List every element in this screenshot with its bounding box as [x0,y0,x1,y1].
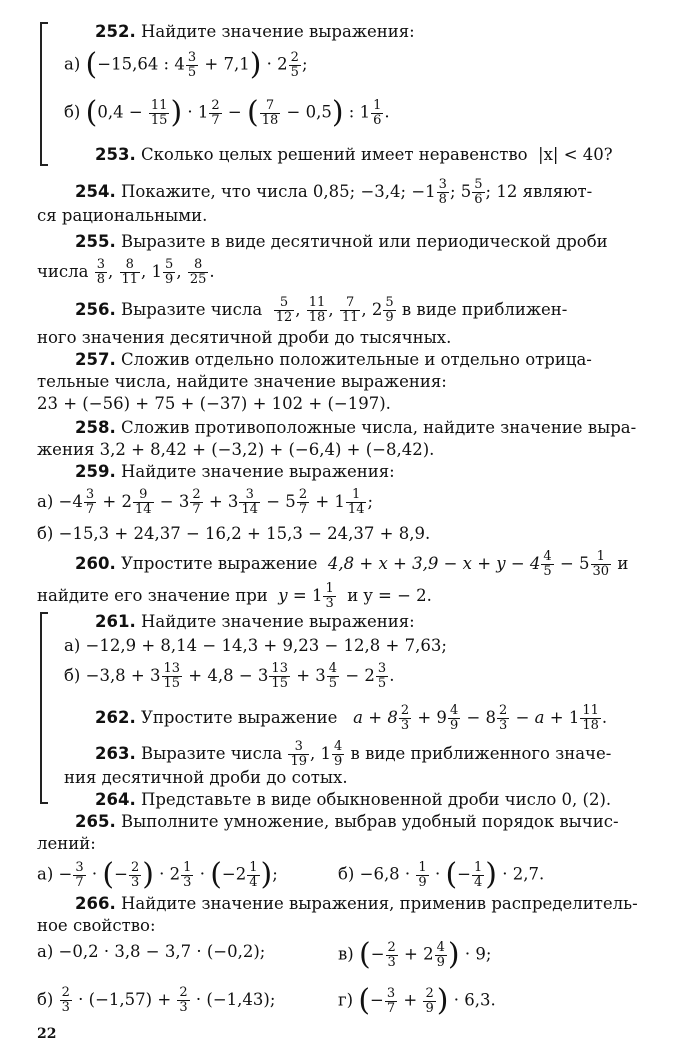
fraction: $\frac{2}{7}$ [211,97,220,128]
problem-255-cont: числа $\frac{3}{8}$ , $\frac{8}{11}$ , 1 $\frac{5}{9}$ , $\frac{8}{25}$ . [37,257,215,287]
problem-265-a: а) − $\frac{3}{7}$ · (− $\frac{2}{3}$ ) · 2 $\frac{1}{3}$ · (−2 $\frac{1}{4}$ ); [37,857,278,892]
problem-266-cont: ное свойство: [37,916,156,935]
fraction: $\frac{11}{15}$ [150,97,168,128]
fraction: $\frac{7}{18}$ [261,97,279,128]
problem-261: 261. Найдите значение выражения: [95,612,415,631]
problem-258: 258. Сложив противоположные числа, найдите значение выра- [75,418,637,437]
problem-260-cont: найдите его значение при y = 1 $\frac{1}{3}$ и y = − 2. [37,581,432,611]
problem-252-b: б) (0,4 − $\frac{11}{15}$ ) · 1 $\frac{2}{7}$ − ( $\frac{7}{18}$ − 0,5) : 1 $\frac{1}{6}$ . [64,95,390,130]
fraction: $\frac{2}{5}$ [290,49,299,80]
problem-259-b: б) −15,3 + 24,37 − 16,2 + 15,3 − 24,37 + 8,9. [37,524,431,543]
problem-254: 254. Покажите, что числа 0,85; −3,4; −1 $\frac{3}{8}$ ; 5 $\frac{5}{6}$ ; 12 являют- [75,177,593,207]
page-number: 22 [37,1026,57,1042]
problem-260: 260. Упростите выражение 4,8 + x + 3,9 − x + y − 4 $\frac{4}{5}$ − 5 $\frac{1}{30}$ и [75,549,629,579]
problem-266: 266. Найдите значение выражения, применив распределитель- [75,894,638,913]
problem-263-cont: ния десятичной дроби до сотых. [64,768,348,787]
group-bracket-1 [40,22,48,166]
fraction: $\frac{3}{8}$ [438,177,447,207]
problem-259-a: а) −4 $\frac{3}{7}$ + 2 $\frac{9}{14}$ − 3 $\frac{2}{7}$ + 3 $\frac{3}{14}$ − 5 $\frac{2}{7}$ + 1 $\frac{1}{14}$ ; [37,487,374,517]
fraction: $\frac{8}{11}$ [121,257,139,287]
problem-252: 252. Найдите значение выражения: [95,22,415,41]
problem-263: 263. Выразите числа $\frac{3}{19}$ , 1 $\frac{4}{9}$ в виде приближенного значе- [95,739,612,769]
problem-257: 257. Сложив отдельно положительные и отдельно отрица- [75,350,592,369]
problem-254-cont: ся рациональными. [37,206,208,225]
group-bracket-2 [40,612,48,804]
fraction: $\frac{3}{8}$ [96,257,105,287]
fraction: $\frac{5}{9}$ [165,257,174,287]
problem-261-b: б) −3,8 + 3 $\frac{13}{15}$ + 4,8 − 3 $\frac{13}{15}$ + 3 $\frac{4}{5}$ − 2 $\frac{3}{5}$ . [64,661,395,691]
problem-266-g: г) (− $\frac{3}{7}$ + $\frac{2}{9}$ ) · 6,3. [338,983,496,1018]
problem-266-v: в) (− $\frac{2}{3}$ + 2 $\frac{4}{9}$ ) · 9; [338,937,492,972]
problem-265: 265. Выполните умножение, выбрав удобный порядок вычис- [75,812,619,831]
problem-252-a: а) (−15,64 : 4 $\frac{3}{5}$ + 7,1) · 2 $\frac{2}{5}$ ; [64,47,308,82]
problem-266-b: б) $\frac{2}{3}$ · (−1,57) + $\frac{2}{3}$ · (−1,43); [37,985,276,1015]
fraction: $\frac{11}{18}$ [308,295,326,325]
fraction: $\frac{5}{9}$ [385,295,394,325]
problem-257-cont1: тельные числа, найдите значение выражения: [37,372,447,391]
fraction: $\frac{8}{25}$ [189,257,207,287]
problem-255: 255. Выразите в виде десятичной или периодической дроби [75,232,608,251]
problem-257-cont2: 23 + (−56) + 75 + (−37) + 102 + (−197). [37,394,391,413]
problem-262: 262. Упростите выражение a + 8 $\frac{2}{3}$ + 9 $\frac{4}{9}$ − 8 $\frac{2}{3}$ − a + 1 $\frac{11}{18}$ . [95,703,608,733]
problem-265-cont: лений: [37,834,96,853]
fraction: $\frac{5}{12}$ [275,295,293,325]
problem-256: 256. Выразите числа $\frac{5}{12}$ , $\frac{11}{18}$ , $\frac{7}{11}$ , 2 $\frac{5}{9}$ в виде приближен- [75,295,568,325]
problem-256-cont: ного значения десятичной дроби до тысячных. [37,328,452,347]
fraction: $\frac{5}{6}$ [474,177,483,207]
fraction: $\frac{7}{11}$ [341,295,359,325]
problem-265-b: б) −6,8 · $\frac{1}{9}$ · (− $\frac{1}{4}$ ) · 2,7. [338,857,545,892]
problem-264: 264. Представьте в виде обыкновенной дроби число 0, (2). [95,790,612,809]
problem-261-a: а) −12,9 + 8,14 − 14,3 + 9,23 − 12,8 + 7,63; [64,636,447,655]
problem-259: 259. Найдите значение выражения: [75,462,395,481]
problem-253: 253. Сколько целых решений имеет неравенство |x| < 40? [95,145,613,164]
problem-266-a: а) −0,2 · 3,8 − 3,7 · (−0,2); [37,942,266,961]
problem-258-cont: жения 3,2 + 8,42 + (−3,2) + (−6,4) + (−8,42). [37,440,435,459]
fraction: $\frac{3}{5}$ [187,49,197,80]
fraction: $\frac{1}{6}$ [373,97,382,128]
